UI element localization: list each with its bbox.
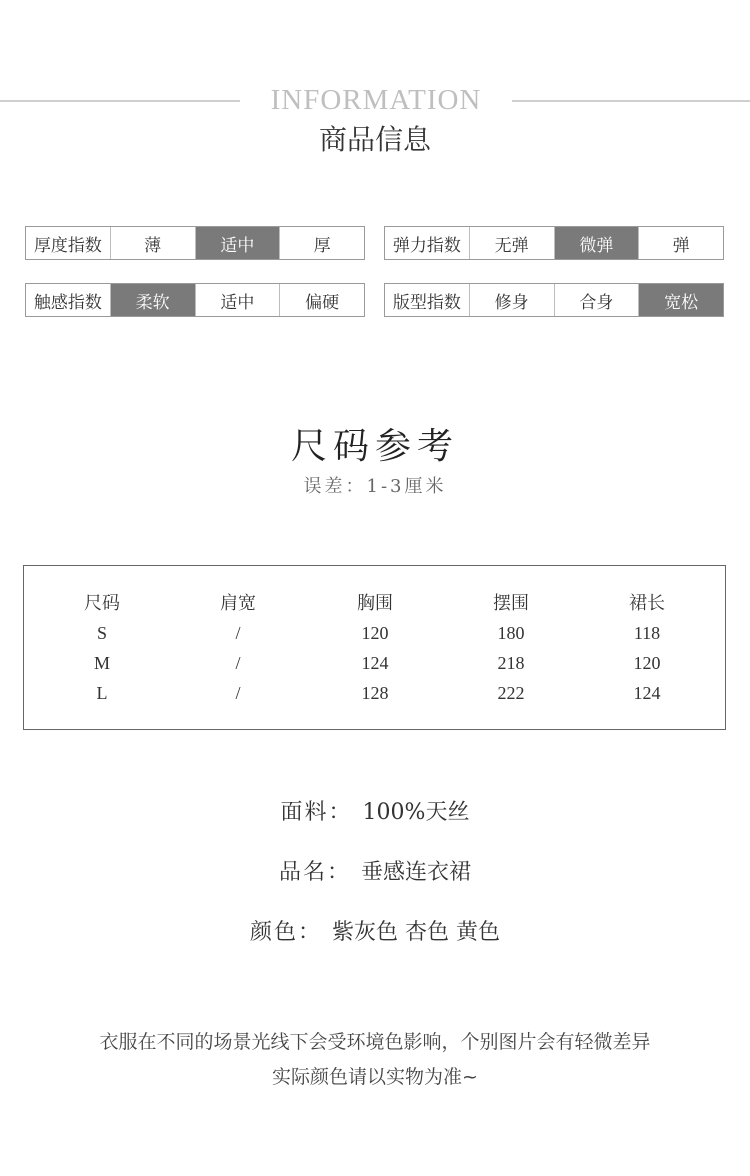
touch-option: 柔软 — [110, 284, 195, 316]
header-size: 尺码 — [84, 593, 120, 613]
cell-size: S — [96, 623, 107, 643]
header-shoulder: 肩宽 — [220, 593, 256, 613]
fit-option: 宽松 — [638, 284, 723, 316]
elasticity-option: 无弹 — [469, 227, 554, 259]
header-chest: 胸围 — [357, 593, 393, 613]
cell-chest: 128 — [361, 683, 389, 703]
cell-length: 124 — [633, 683, 661, 703]
touch-option: 适中 — [195, 284, 280, 316]
elasticity-option: 弹 — [638, 227, 723, 259]
size-table-header — [24, 588, 725, 618]
product-name-line — [0, 855, 750, 886]
elasticity-label: 弹力指数 — [392, 235, 461, 256]
color-disclaimer-line1: 衣服在不同的场景光线下会受环境色影响，个别图片会有轻微差异 — [99, 1031, 651, 1053]
touch-option: 偏硬 — [279, 284, 364, 316]
cell-length: 118 — [633, 623, 661, 643]
cell-hem: 180 — [497, 623, 525, 643]
thickness-option: 适中 — [195, 227, 280, 259]
cell-chest: 120 — [361, 623, 389, 643]
table-row — [24, 648, 725, 678]
header-length: 裙长 — [629, 593, 665, 613]
cell-hem: 218 — [497, 653, 525, 673]
thickness-option: 厚 — [279, 227, 364, 259]
fit-label: 版型指数 — [392, 292, 461, 313]
touch-label: 触感指数 — [33, 292, 102, 313]
fabric-value: 100%天丝 — [362, 800, 470, 825]
fit-option: 修身 — [469, 284, 554, 316]
size-reference-title: 尺码参考 — [290, 426, 459, 467]
color-line — [0, 915, 750, 946]
product-name-value: 垂感连衣裙 — [361, 860, 472, 885]
header-divider-right — [512, 100, 750, 102]
color-disclaimer-line2: 实际颜色请以实物为准~ — [272, 1066, 478, 1088]
table-row — [24, 618, 725, 648]
fit-index-table — [384, 283, 724, 317]
size-table — [23, 565, 726, 730]
header-hem: 摆围 — [493, 593, 529, 613]
cell-shoulder: / — [235, 623, 241, 643]
color-value: 紫灰色 杏色 黄色 — [332, 920, 500, 945]
elasticity-index-table — [384, 226, 724, 260]
touch-index-table — [25, 283, 365, 317]
header-divider-left — [0, 100, 240, 102]
cell-size: M — [93, 653, 110, 673]
table-row — [24, 678, 725, 708]
product-name-label: 品名： — [278, 860, 351, 885]
cell-shoulder: / — [235, 683, 241, 703]
cell-hem: 222 — [497, 683, 525, 703]
cell-length: 120 — [633, 653, 661, 673]
fabric-line — [0, 795, 750, 826]
size-tolerance-note: 误差：1-3厘米 — [303, 476, 447, 497]
fit-option: 合身 — [554, 284, 639, 316]
color-label: 颜色： — [249, 920, 322, 945]
elasticity-option: 微弹 — [554, 227, 639, 259]
product-info-subtitle: 商品信息 — [318, 123, 431, 156]
cell-shoulder: / — [235, 653, 241, 673]
fabric-label: 面料： — [280, 800, 353, 825]
cell-size: L — [96, 683, 108, 703]
thickness-label: 厚度指数 — [33, 235, 102, 256]
thickness-index-table — [25, 226, 365, 260]
cell-chest: 124 — [361, 653, 389, 673]
information-title: INFORMATION — [270, 84, 482, 116]
thickness-option: 薄 — [110, 227, 195, 259]
